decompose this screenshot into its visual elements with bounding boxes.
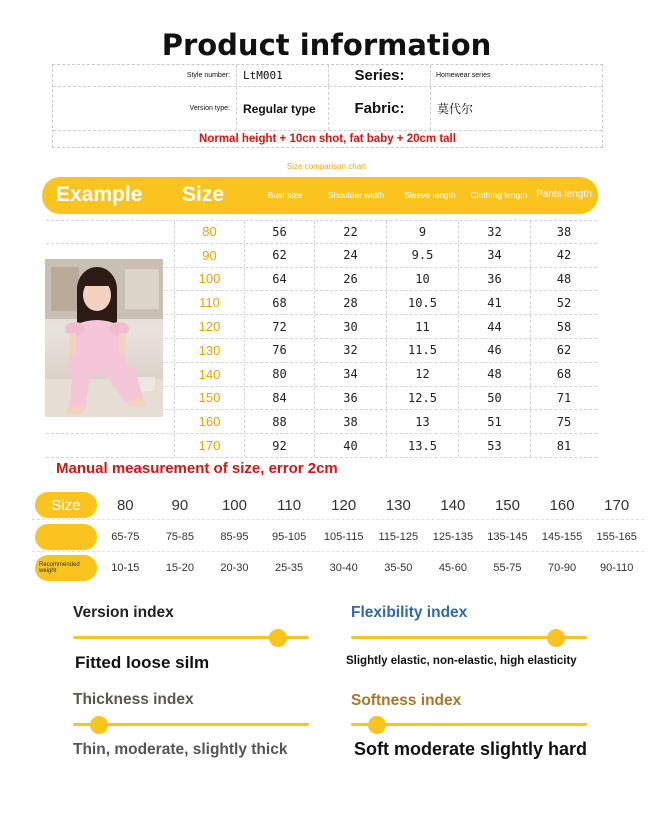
size-table-cell-size: 140 [174,363,244,386]
size-pill: Size [35,492,97,518]
recommend-sizes-value: 100 [221,496,247,514]
size-table-cell-clothing: 34 [458,244,530,267]
manual-measurement-note: Manual measurement of size, error 2cm [56,460,338,477]
size-table-cell-clothing: 53 [458,434,530,457]
flexibility-index-desc: Slightly elastic, non-elastic, high elasticity [346,655,577,667]
recommend-heights-value: 155-165 [596,531,637,543]
recommend-weights-value: 30-40 [329,562,358,574]
size-table-cell-pants: 62 [530,339,597,362]
version-type-label: Version type: [53,87,237,130]
thickness-index-marker [90,716,108,734]
size-table-cell-size: 120 [174,315,244,338]
recommend-weights-value: 25-35 [275,562,304,574]
recommend-weights-value: 10-15 [111,562,140,574]
header-sleeve: Sleeve length [404,190,456,201]
size-table-cell-sleeve: 12.5 [386,387,458,410]
height-pill [35,524,97,550]
recommend-weights-value: 55-75 [493,562,522,574]
softness-index-track [351,723,587,726]
version-index-title: Version index [73,604,174,621]
size-table-cell-size: 160 [174,410,244,433]
recommend-heights-value: 135-145 [487,531,528,543]
size-table-cell-pants: 75 [530,410,597,433]
header-size: Size [182,183,225,207]
header-shoulder: Shoulder width [327,190,385,201]
info-row-version [53,87,602,131]
size-table-cell-clothing: 46 [458,339,530,362]
size-table-cell-pants: 68 [530,363,597,386]
version-index-desc: Fitted loose silm [75,653,210,672]
size-table-row [46,220,597,244]
size-table-cell-size: 130 [174,339,244,362]
flexibility-index-marker [547,629,565,647]
size-table-cell-bust: 76 [244,339,314,362]
recommend-heights-value: 115-125 [378,531,419,543]
recommend-sizes-value: 140 [440,496,466,514]
size-table-cell-sleeve: 11 [386,315,458,338]
recommend-heights-value: 105-115 [323,531,364,543]
version-index-track [73,636,309,639]
recommend-sizes-value: 170 [604,496,630,514]
recommend-weights-value: 20-30 [220,562,249,574]
size-table-cell-pants: 58 [530,315,597,338]
recommend-weights-value: 70-90 [548,562,577,574]
size-table-cell-sleeve: 10.5 [386,291,458,314]
flexibility-index-title: Flexibility index [351,604,468,621]
thickness-index-track [73,723,309,726]
header-bust: Bust size [267,190,303,201]
size-table-cell-shoulder: 36 [314,387,386,410]
page-title: Product information [161,28,492,62]
size-table-cell-clothing: 44 [458,315,530,338]
recommend-height-row [32,522,644,552]
size-table-cell-sleeve: 9 [386,221,458,243]
child-model-illustration [45,259,163,417]
size-table-cell-clothing: 41 [458,291,530,314]
recommend-sizes-value: 80 [116,496,134,514]
size-table-cell-bust: 92 [244,434,314,457]
product-info-table [52,64,603,148]
size-table-cell-clothing: 32 [458,221,530,243]
size-table-cell-pants: 38 [530,221,597,243]
height-note: Normal height + 10cn shot, fat baby + 20cm tall [199,133,456,145]
size-table-cell-shoulder: 26 [314,268,386,291]
size-table-cell-size: 80 [174,221,244,243]
size-table-cell-shoulder: 38 [314,410,386,433]
size-table-cell-shoulder: 34 [314,363,386,386]
style-number-label: Style number: [53,65,237,86]
size-table-cell-shoulder: 24 [314,244,386,267]
size-table-cell-pants: 48 [530,268,597,291]
recommend-sizes-value: 150 [494,496,520,514]
size-table-cell-sleeve: 13.5 [386,434,458,457]
size-table-cell-shoulder: 22 [314,221,386,243]
version-index-marker [269,629,287,647]
size-table-cell-bust: 56 [244,221,314,243]
size-table-cell-size: 100 [174,268,244,291]
size-table-cell-clothing: 36 [458,268,530,291]
size-table-cell-shoulder: 28 [314,291,386,314]
flexibility-index-track [351,636,587,639]
size-table-cell-bust: 88 [244,410,314,433]
recommend-sizes-value: 120 [331,496,357,514]
size-table-cell-pants: 52 [530,291,597,314]
size-table-cell-sleeve: 12 [386,363,458,386]
size-table-cell-sleeve: 10 [386,268,458,291]
header-clothing: Clothing length [470,190,528,201]
recommend-weights-value: 35-50 [384,562,413,574]
weight-pill: Recommended weight [35,555,97,581]
size-chart-header [42,177,598,214]
size-table-cell-shoulder: 30 [314,315,386,338]
recommend-size-row [32,490,644,520]
recommend-sizes-value: 160 [549,496,575,514]
thickness-index-title: Thickness index [73,691,194,708]
size-table-cell-clothing: 51 [458,410,530,433]
recommend-weights-value: 90-110 [599,562,634,574]
recommend-weight-row [32,553,644,583]
size-table-cell-clothing: 50 [458,387,530,410]
thickness-index-desc: Thin, moderate, slightly thick [73,741,288,758]
recommend-weights-value: 45-60 [438,562,467,574]
recommend-heights-value: 95-105 [271,531,307,543]
size-table-cell-shoulder: 32 [314,339,386,362]
size-table-cell-pants: 71 [530,387,597,410]
version-type-value: Regular type [237,87,329,130]
size-table-cell-sleeve: 11.5 [386,339,458,362]
style-number-value: LtM001 [237,65,329,86]
softness-index-desc: Soft moderate slightly hard [354,739,588,759]
series-value: Homewear series [436,72,491,79]
info-row-style [53,65,602,87]
series-label: Series: [329,65,431,86]
child-model-photo [45,259,163,417]
size-table-row [46,434,597,458]
softness-index-marker [368,716,386,734]
size-table-cell-bust: 84 [244,387,314,410]
size-table-cell-sleeve: 13 [386,410,458,433]
size-table-cell-size: 90 [174,244,244,267]
size-table-cell-bust: 68 [244,291,314,314]
size-table-cell-bust: 62 [244,244,314,267]
size-table-cell-shoulder: 40 [314,434,386,457]
size-chart-caption: Size comparison chart [286,162,367,171]
recommend-sizes-value: 110 [277,496,302,514]
size-table-cell-clothing: 48 [458,363,530,386]
recommend-heights-value: 75-85 [165,531,194,543]
header-pants: Pants length [536,189,592,201]
size-table-cell-bust: 64 [244,268,314,291]
recommend-heights-value: 125-135 [432,531,474,543]
size-table-cell-size: 170 [174,434,244,457]
size-table-cell-size: 150 [174,387,244,410]
size-table-cell-sleeve: 9.5 [386,244,458,267]
recommend-weights-value: 15-20 [165,562,194,574]
size-table-cell-pants: 42 [530,244,597,267]
recommend-heights-value: 145-155 [541,531,583,543]
recommendation-table [32,490,644,584]
fabric-value: 莫代尔 [437,102,474,116]
recommend-sizes-value: 130 [385,496,411,514]
size-table-cell-pants: 81 [530,434,597,457]
size-table-cell-bust: 72 [244,315,314,338]
size-table-cell-bust: 80 [244,363,314,386]
header-example: Example [56,183,143,207]
recommend-sizes-value: 90 [171,496,189,514]
recommend-heights-value: 85-95 [220,531,249,543]
recommend-heights-value: 65-75 [111,531,140,543]
size-table-cell-size: 110 [174,291,244,314]
softness-index-title: Softness index [351,692,462,709]
fabric-label: Fabric: [329,87,431,130]
